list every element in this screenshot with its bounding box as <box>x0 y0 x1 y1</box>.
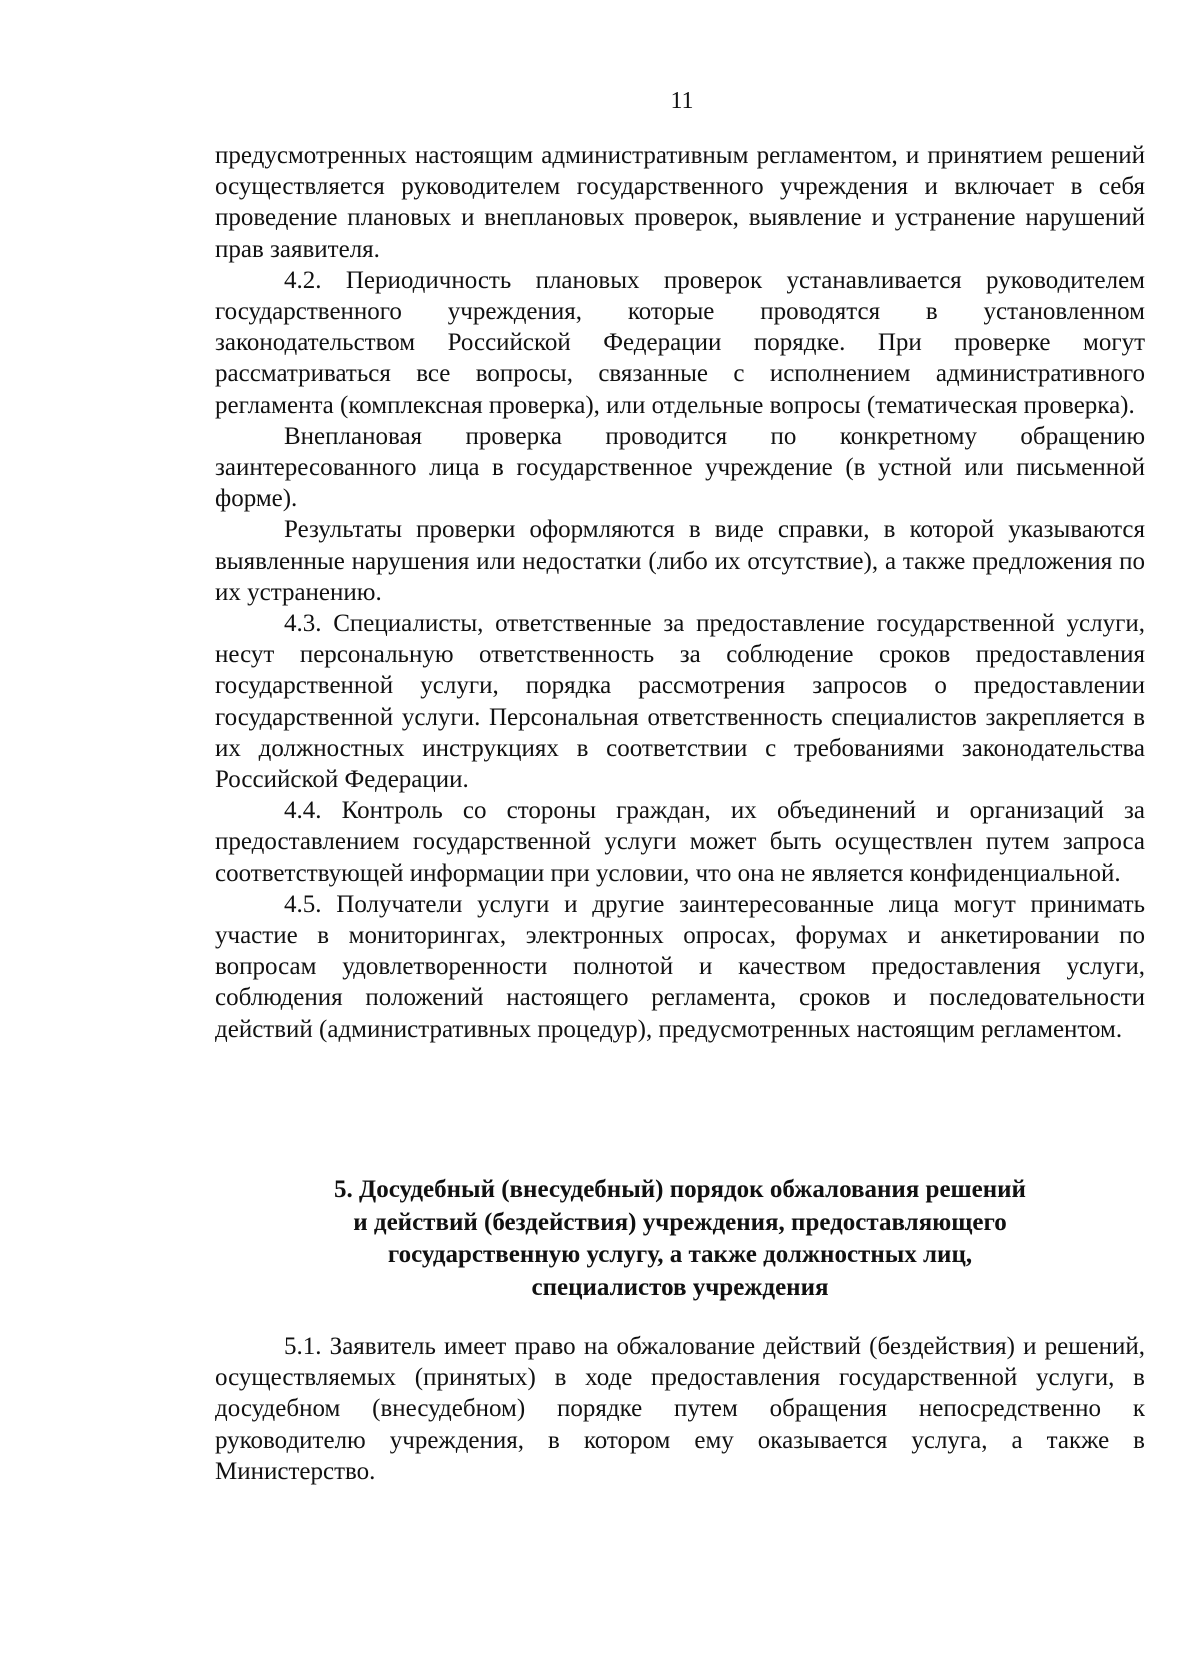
paragraph-4-2: 4.2. Периодичность плановых проверок устанавливается руководителем государственного учреждения, которые проводятся в установленном законодательством Российской Федерации порядке. При проверке могут рассматриваться все вопросы, связанные с исполнением административного регламента (комплексная проверка), или отдельные вопросы (тематическая проверка). <box>215 266 1145 419</box>
paragraph-continuation: предусмотренных настоящим административным регламентом, и принятием решений осуществляется руководителем государственного учреждения и включает в себя проведение плановых и внеплановых проверок, выявление и устранение нарушений прав заявителя. <box>215 142 1145 263</box>
paragraph-5-1: 5.1. Заявитель имеет право на обжалование действий (бездействия) и решений, осуществляемых (принятых) в ходе предоставления государственной услуги, в досудебном (внесудебном) порядке путем обращения непосредственно к руководителю учреждения, в котором ему оказывается услуга, а также в Министерство. <box>215 1333 1145 1485</box>
section-5-heading <box>215 1174 1145 1304</box>
paragraph-unscheduled-inspection: Внеплановая проверка проводится по конкретному обращению заинтересованного лица в государственное учреждение (в устной или письменной форме). <box>215 422 1145 513</box>
heading-line: и действий (бездействия) учреждения, предоставляющего <box>353 1208 1007 1236</box>
paragraph-inspection-results: Результаты проверки оформляются в виде справки, в которой указываются выявленные нарушения или недостатки (либо их отсутствие), а также предложения по их устранению. <box>215 516 1145 606</box>
section4-body <box>215 140 1145 1045</box>
paragraph-4-5: 4.5. Получатели услуги и другие заинтересованные лица могут принимать участие в мониторингах, электронных опросах, форумах и анкетировании по вопросам удовлетворенности полнотой и качеством предоставления услуги, соблюдения положений настоящего регламента, сроков и последовательности действий (административных процедур), предусмотренных настоящим регламентом. <box>215 890 1145 1043</box>
heading-line: 5. Досудебный (внесудебный) порядок обжалования решений <box>334 1176 1026 1203</box>
page-number: 11 <box>670 88 694 114</box>
paragraph-4-4: 4.4. Контроль со стороны граждан, их объединений и организаций за предоставлением государственной услуги может быть осуществлен путем запроса соответствующей информации при условии, что она не является конфиденциальной. <box>215 797 1145 887</box>
section5-body <box>215 1331 1145 1487</box>
heading-line: государственную услугу, а также должностных лиц, <box>387 1241 973 1268</box>
paragraph-4-3: 4.3. Специалисты, ответственные за предоставление государственной услуги, несут персональную ответственность за соблюдение сроков предоставления государственной услуги, порядка рассмотрения запросов о предоставлении государственной услуги. Персональная ответственность специалистов закрепляется в их должностных инструкциях в соответствии с требованиями законодательства Российской Федерации. <box>215 610 1145 794</box>
heading-line: специалистов учреждения <box>531 1273 829 1301</box>
